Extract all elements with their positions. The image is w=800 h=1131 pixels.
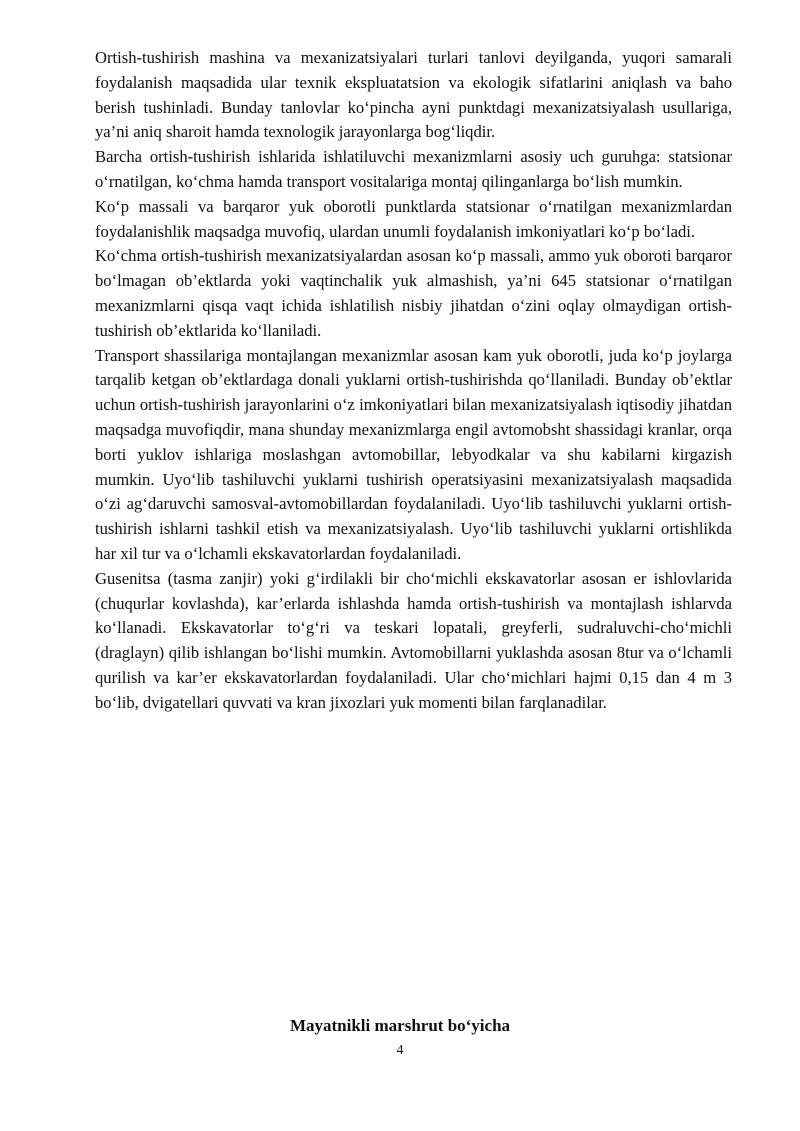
paragraph-chassis-mounted-mechanisms: Transport shassilariga montajlangan mexanizmlar asosan kam yuk oborotli, juda ko‘p joylarga tarqalib ketgan ob’ektlardaga donali yuklarni ortish-tushirishda qo‘llaniladi. Bunday ob’ektlar uchun ortish-tushirish jarayonlarini o‘z imkoniyatlari bilan mexanizatsiyalash iqtisodiy jihatdan maqsadga muvofiqdir, mana shunday mexanizmlarga engil avtomobsht shassidagi kranlar, orqa borti yuklov ishlariga moslashgan avtomobillar, lebyodkalar va shu kabilarni kirgazish mumkin. Uyo‘lib tashiluvchi yuklarni tushirish operatsiyasini mexanizatsiyalash maqsadida o‘zi ag‘daruvchi samosval-avtomobillardan foydalaniladi. Uyo‘lib tashiluvchi yuklarni ortish-tushirish ishlarni tashkil etish va mexanizatsiyalash. Uyo‘lib tashiluvchi yuklarni ortishlikda har xil tur va o‘lchamli ekskavatorlardan foydalaniladi.: [95, 345, 732, 563]
document-body: [95, 46, 732, 716]
paragraph-excavators: Gusenitsa (tasma zanjir) yoki g‘irdilakli bir cho‘michli ekskavatorlar asosan er ishlovlarida (chuqurlar kovlashda), kar’erlarda ishlashda hamda ortish-tushirish va montajlash ishlarvda ko‘llanadi. Ekskavatorlar to‘g‘ri va teskari lopatali, greyferli, sudraluvchi-cho‘michli (draglayn) qilib ishlangan bo‘lishi mumkin. Avtomobillarni yuklashda asosan 8tur va o‘lchamli qurilish va kar’er ekskavatorlardan foydalaniladi. Ular cho‘michlari hajmi 0,15 dan 4 m 3 bo‘lib, dvigatellari quvvati va kran jixozlari yuk momenti bilan farqlanadilar.: [95, 568, 732, 712]
page-number: 4: [396, 1043, 404, 1058]
section-heading: Mayatnikli marshrut bo‘yicha: [289, 1016, 511, 1035]
paragraph-equipment-selection: Ortish-tushirish mashina va mexanizatsiyalari turlari tanlovi deyilganda, yuqori samarali foydalanish maqsadida ular texnik ekspluatatsion va ekologik sifatlarini aniqlash va baho berish tushinladi. Bunday tanlovlar ko‘pincha ayni punktdagi mexanizatsiyalash usullariga, ya’ni aniq sharoit hamda texnologik jarayonlarga bog‘liqdir.: [95, 48, 732, 142]
paragraph-mobile-mechanisms: Ko‘chma ortish-tushirish mexanizatsiyalardan asosan ko‘p massali, ammo yuk oboroti barqaror bo‘lmagan ob’ektlarda yoki vaqtinchalik yuk almashish, ya’ni 645 statsionar o‘rnatilgan mexanizmlarni qisqa vaqt ichida ishlatilish nisbiy jihatdan o‘zini oqlay olmaydigan ortish-tushirish ob’ektlarida ko‘llaniladi.: [95, 246, 732, 340]
paragraph-mechanism-groups: Barcha ortish-tushirish ishlarida ishlatiluvchi mexanizmlarni asosiy uch guruhga: statsionar o‘rnatilgan, ko‘chma hamda transport vositalariga montaj qilinganlarga bo‘lish mumkin.: [95, 147, 732, 191]
paragraph-stationary-mechanisms: Ko‘p massali va barqaror yuk oborotli punktlarda statsionar o‘rnatilgan mexanizmlardan foydalanishlik maqsadga muvofiq, ulardan unumli foydalanish imkoniyatlari ko‘p bo‘ladi.: [95, 196, 732, 241]
